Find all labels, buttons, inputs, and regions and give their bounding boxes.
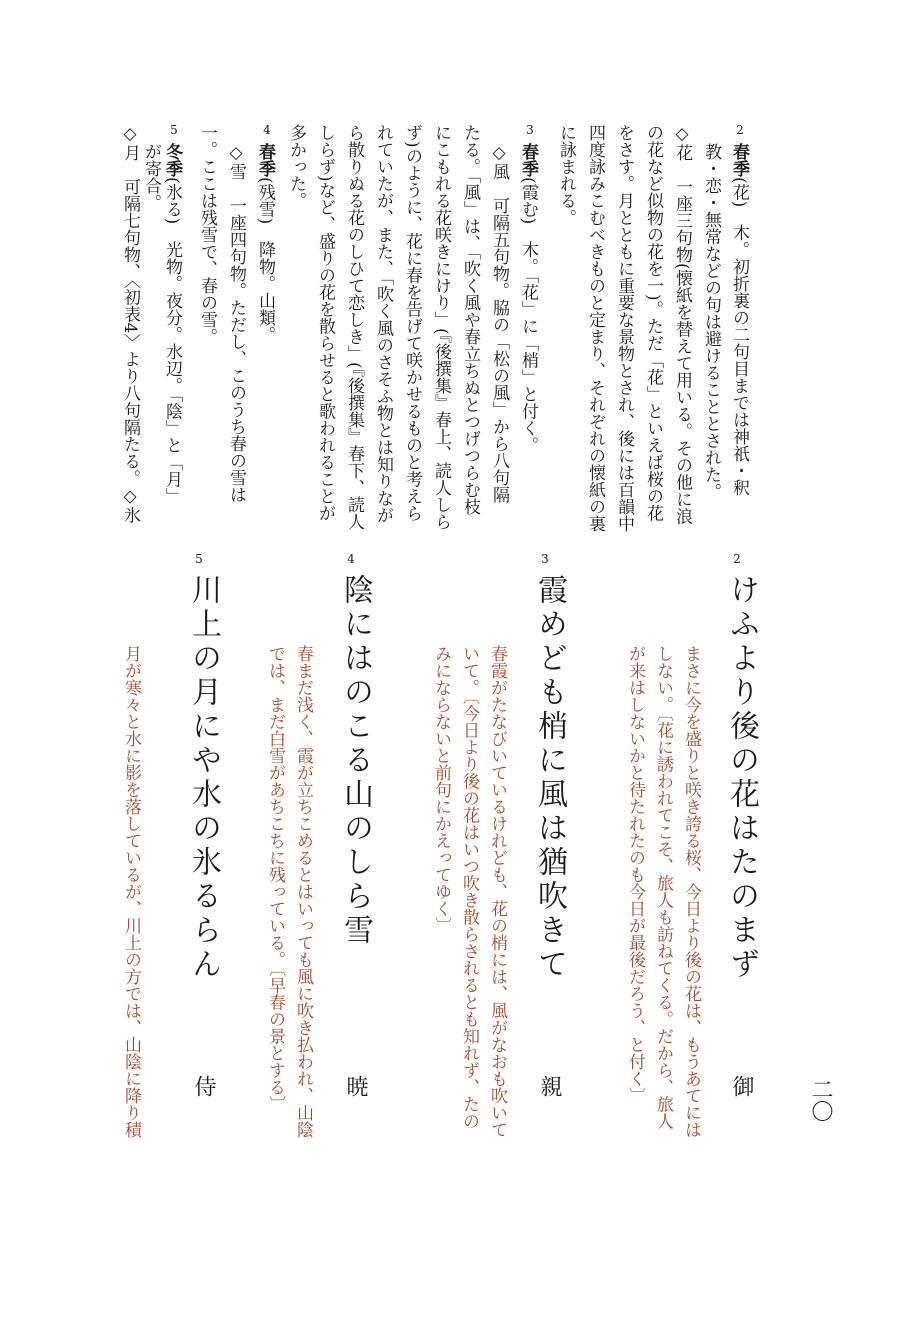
season-label: 春季 xyxy=(255,143,275,177)
note-number: 2 xyxy=(736,123,744,137)
poet-name: 親 xyxy=(537,1075,562,1097)
note-line: にこもれる花咲きにけり」(『後撰集』春上、読人しら xyxy=(431,124,451,531)
verse-text: 霞めども梢に風は猶吹きて xyxy=(532,574,567,982)
verse-number: 2 xyxy=(733,552,741,566)
translation-line: では、まだ白雪があちこちに残っている。〔早春の景とする〕 xyxy=(265,645,285,1113)
note-line: ◇月 可隔七句物、〈初表4〉より八句隔たる。◇氷 xyxy=(120,124,140,524)
note-line: の花など似物の花を一)。ただ「花」といえば桜の花 xyxy=(643,124,663,522)
note-text: (残雪) 降物。山類。 xyxy=(255,177,275,344)
note-line xyxy=(728,143,750,496)
season-label: 春季 xyxy=(518,143,538,177)
note-number: 3 xyxy=(526,123,534,137)
note-line: ら散りぬる花のしひて恋しき」(『後撰集』春下、読人 xyxy=(344,124,364,531)
translation-line: まさに今を盛りと咲き誇る桜、今日より後の花は、もうあてには xyxy=(681,645,701,1138)
verse-number: 5 xyxy=(195,552,203,566)
note-line: れていたが、また、「吹く風のさそふ物とは知りなが xyxy=(373,124,393,524)
note-line: ◇花 一座三句物(懐紙を替えて用いる。その他に浪 xyxy=(672,124,692,525)
note-line xyxy=(254,143,276,343)
translation-line: が来はしないかと待たれたのも今日が最後だろう、と付く〕 xyxy=(625,645,645,1104)
translation-line: 春霞がたなびいているけれども、花の梢には、風がなおも吹いて xyxy=(487,645,507,1138)
note-number: 4 xyxy=(263,123,271,137)
note-text: (霞む) 木。「花」に「梢」と付く。 xyxy=(518,177,538,454)
note-text: (花) 木。初折裏の二句目までは神祇・釈 xyxy=(729,177,749,497)
note-line: ◇風 可隔五句物。脇の「松の風」から八句隔 xyxy=(489,143,509,503)
poet-name: 暁 xyxy=(343,1075,368,1097)
season-label: 冬季 xyxy=(162,143,182,177)
verse-text: 陰にはのこる山のしら雪 xyxy=(338,574,373,948)
note-line: 四度詠みこむべきものと定まり、それぞれの懐紙の裏 xyxy=(585,124,605,532)
note-line: をさす。月とともに重要な景物とされ、後には百韻中 xyxy=(614,124,634,532)
note-text: (氷る) 光物。夜分。水辺。「陰」と「月」 xyxy=(162,177,182,505)
translation-line: みにならないと前句にかえってゆく〕 xyxy=(431,645,451,934)
note-line: 多かった。 xyxy=(286,124,306,209)
note-line: ず)のように、花に春を告げて咲かせるものと考えら xyxy=(402,124,422,522)
note-line: たる。「風」は、「吹く風や春立ちぬとつげつらむ枝 xyxy=(460,124,480,515)
note-line: が寄合。 xyxy=(141,143,161,211)
translation-line: しない。〔花に誘われてこそ、旅人も訪ねてくる。だから、旅人 xyxy=(653,645,673,1130)
verse-number: 4 xyxy=(347,552,355,566)
note-line: 教・恋・無常などの句は避けることとされた。 xyxy=(701,143,721,500)
poet-name: 御 xyxy=(729,1075,754,1097)
note-number: 5 xyxy=(170,123,178,137)
translation-line: 月が寒々と水に影を落しているが、川上の方では、山陰に降り積 xyxy=(121,645,141,1138)
note-line: しらず)など、盛りの花を散らせると歌われることが xyxy=(315,124,335,522)
verse-number: 3 xyxy=(541,552,549,566)
note-line: ◇雪 一座四句物。ただし、このうち春の雪は xyxy=(226,143,246,503)
poet-name: 侍 xyxy=(191,1075,216,1097)
translation-line: 春まだ浅く、霞が立ちこめるとはいっても風に吹き払われ、山陰 xyxy=(293,645,313,1138)
note-line xyxy=(517,143,539,454)
season-label: 春季 xyxy=(729,143,749,177)
verse-text: けふより後の花はたのまず xyxy=(724,574,759,982)
note-line: 一。ここは残雪で、春の雪。 xyxy=(197,124,217,345)
note-line: に詠まれる。 xyxy=(556,124,576,226)
translation-line: いて。〔今日より後の花はいつ吹き散らされるとも知れず、たの xyxy=(459,645,479,1130)
note-line xyxy=(161,143,183,505)
verse-text: 川上の月にや水の氷るらん xyxy=(186,574,221,982)
page-number: 二〇 xyxy=(808,1078,833,1122)
